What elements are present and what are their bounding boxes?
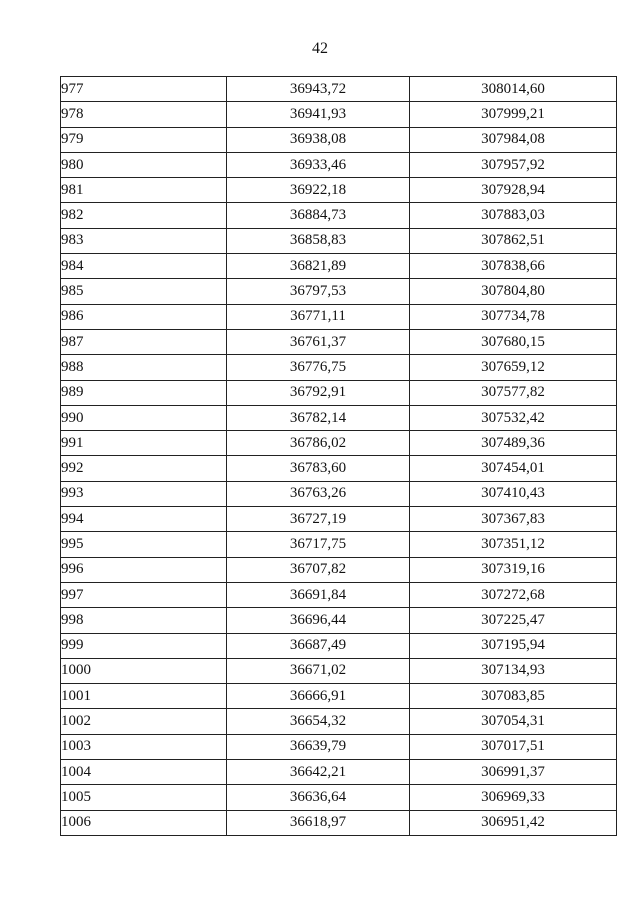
x-coordinate-cell: 36783,60 <box>227 456 410 481</box>
table-row <box>61 355 617 380</box>
y-coordinate-cell: 307017,51 <box>410 734 617 759</box>
y-coordinate-cell: 307319,16 <box>410 557 617 582</box>
point-number-cell: 992 <box>61 456 227 481</box>
y-coordinate-cell: 307351,12 <box>410 532 617 557</box>
point-number-cell: 990 <box>61 405 227 430</box>
point-number-cell: 997 <box>61 582 227 607</box>
x-coordinate-cell: 36618,97 <box>227 810 410 835</box>
point-number-cell: 982 <box>61 203 227 228</box>
y-coordinate-cell: 307577,82 <box>410 380 617 405</box>
table-row <box>61 582 617 607</box>
point-number-cell: 980 <box>61 152 227 177</box>
x-coordinate-cell: 36654,32 <box>227 709 410 734</box>
point-number-cell: 978 <box>61 102 227 127</box>
table-row <box>61 785 617 810</box>
x-coordinate-cell: 36858,83 <box>227 228 410 253</box>
point-number-cell: 989 <box>61 380 227 405</box>
y-coordinate-cell: 306969,33 <box>410 785 617 810</box>
y-coordinate-cell: 307195,94 <box>410 633 617 658</box>
point-number-cell: 984 <box>61 254 227 279</box>
point-number-cell: 977 <box>61 77 227 102</box>
table-row <box>61 405 617 430</box>
point-number-cell: 1000 <box>61 658 227 683</box>
point-number-cell: 985 <box>61 279 227 304</box>
table-row <box>61 633 617 658</box>
y-coordinate-cell: 307134,93 <box>410 658 617 683</box>
point-number-cell: 991 <box>61 431 227 456</box>
x-coordinate-cell: 36933,46 <box>227 152 410 177</box>
y-coordinate-cell: 307272,68 <box>410 582 617 607</box>
point-number-cell: 981 <box>61 178 227 203</box>
table-row <box>61 532 617 557</box>
table-row <box>61 254 617 279</box>
point-number-cell: 1001 <box>61 684 227 709</box>
x-coordinate-cell: 36938,08 <box>227 127 410 152</box>
y-coordinate-cell: 307680,15 <box>410 329 617 354</box>
point-number-cell: 1003 <box>61 734 227 759</box>
y-coordinate-cell: 307083,85 <box>410 684 617 709</box>
table-row <box>61 734 617 759</box>
table-row <box>61 507 617 532</box>
x-coordinate-cell: 36707,82 <box>227 557 410 582</box>
y-coordinate-cell: 306991,37 <box>410 760 617 785</box>
x-coordinate-cell: 36717,75 <box>227 532 410 557</box>
table-row <box>61 684 617 709</box>
table-row <box>61 709 617 734</box>
y-coordinate-cell: 307734,78 <box>410 304 617 329</box>
y-coordinate-cell: 306951,42 <box>410 810 617 835</box>
point-number-cell: 986 <box>61 304 227 329</box>
x-coordinate-cell: 36636,64 <box>227 785 410 810</box>
x-coordinate-cell: 36797,53 <box>227 279 410 304</box>
x-coordinate-cell: 36776,75 <box>227 355 410 380</box>
point-number-cell: 987 <box>61 329 227 354</box>
y-coordinate-cell: 307984,08 <box>410 127 617 152</box>
y-coordinate-cell: 307883,03 <box>410 203 617 228</box>
point-number-cell: 1006 <box>61 810 227 835</box>
point-number-cell: 1002 <box>61 709 227 734</box>
point-number-cell: 999 <box>61 633 227 658</box>
table-row <box>61 810 617 835</box>
x-coordinate-cell: 36696,44 <box>227 608 410 633</box>
x-coordinate-cell: 36792,91 <box>227 380 410 405</box>
x-coordinate-cell: 36671,02 <box>227 658 410 683</box>
y-coordinate-cell: 307999,21 <box>410 102 617 127</box>
table-row <box>61 102 617 127</box>
table-row <box>61 329 617 354</box>
x-coordinate-cell: 36687,49 <box>227 633 410 658</box>
table-row <box>61 557 617 582</box>
table-row <box>61 152 617 177</box>
point-number-cell: 1005 <box>61 785 227 810</box>
x-coordinate-cell: 36943,72 <box>227 77 410 102</box>
point-number-cell: 983 <box>61 228 227 253</box>
table-row <box>61 481 617 506</box>
x-coordinate-cell: 36782,14 <box>227 405 410 430</box>
table-row <box>61 279 617 304</box>
x-coordinate-cell: 36763,26 <box>227 481 410 506</box>
x-coordinate-cell: 36761,37 <box>227 329 410 354</box>
table-row <box>61 77 617 102</box>
x-coordinate-cell: 36922,18 <box>227 178 410 203</box>
y-coordinate-cell: 307410,43 <box>410 481 617 506</box>
y-coordinate-cell: 307804,80 <box>410 279 617 304</box>
x-coordinate-cell: 36639,79 <box>227 734 410 759</box>
table-row <box>61 456 617 481</box>
y-coordinate-cell: 307489,36 <box>410 431 617 456</box>
y-coordinate-cell: 307862,51 <box>410 228 617 253</box>
table-row <box>61 304 617 329</box>
y-coordinate-cell: 307659,12 <box>410 355 617 380</box>
table-row <box>61 127 617 152</box>
point-number-cell: 995 <box>61 532 227 557</box>
table-row <box>61 431 617 456</box>
x-coordinate-cell: 36786,02 <box>227 431 410 456</box>
x-coordinate-cell: 36771,11 <box>227 304 410 329</box>
table-row <box>61 658 617 683</box>
x-coordinate-cell: 36642,21 <box>227 760 410 785</box>
y-coordinate-cell: 307532,42 <box>410 405 617 430</box>
page-number: 42 <box>312 40 328 57</box>
point-number-cell: 998 <box>61 608 227 633</box>
x-coordinate-cell: 36941,93 <box>227 102 410 127</box>
y-coordinate-cell: 307957,92 <box>410 152 617 177</box>
table-row <box>61 760 617 785</box>
y-coordinate-cell: 307225,47 <box>410 608 617 633</box>
point-number-cell: 979 <box>61 127 227 152</box>
table-row <box>61 178 617 203</box>
table-row <box>61 608 617 633</box>
x-coordinate-cell: 36666,91 <box>227 684 410 709</box>
y-coordinate-cell: 308014,60 <box>410 77 617 102</box>
x-coordinate-cell: 36884,73 <box>227 203 410 228</box>
x-coordinate-cell: 36691,84 <box>227 582 410 607</box>
y-coordinate-cell: 307367,83 <box>410 507 617 532</box>
point-number-cell: 996 <box>61 557 227 582</box>
table-row <box>61 228 617 253</box>
x-coordinate-cell: 36727,19 <box>227 507 410 532</box>
point-number-cell: 994 <box>61 507 227 532</box>
y-coordinate-cell: 307928,94 <box>410 178 617 203</box>
table-row <box>61 203 617 228</box>
x-coordinate-cell: 36821,89 <box>227 254 410 279</box>
y-coordinate-cell: 307454,01 <box>410 456 617 481</box>
point-number-cell: 1004 <box>61 760 227 785</box>
coordinates-table-body <box>61 77 617 836</box>
table-row <box>61 380 617 405</box>
y-coordinate-cell: 307054,31 <box>410 709 617 734</box>
point-number-cell: 993 <box>61 481 227 506</box>
point-number-cell: 988 <box>61 355 227 380</box>
y-coordinate-cell: 307838,66 <box>410 254 617 279</box>
coordinates-table <box>60 76 617 836</box>
